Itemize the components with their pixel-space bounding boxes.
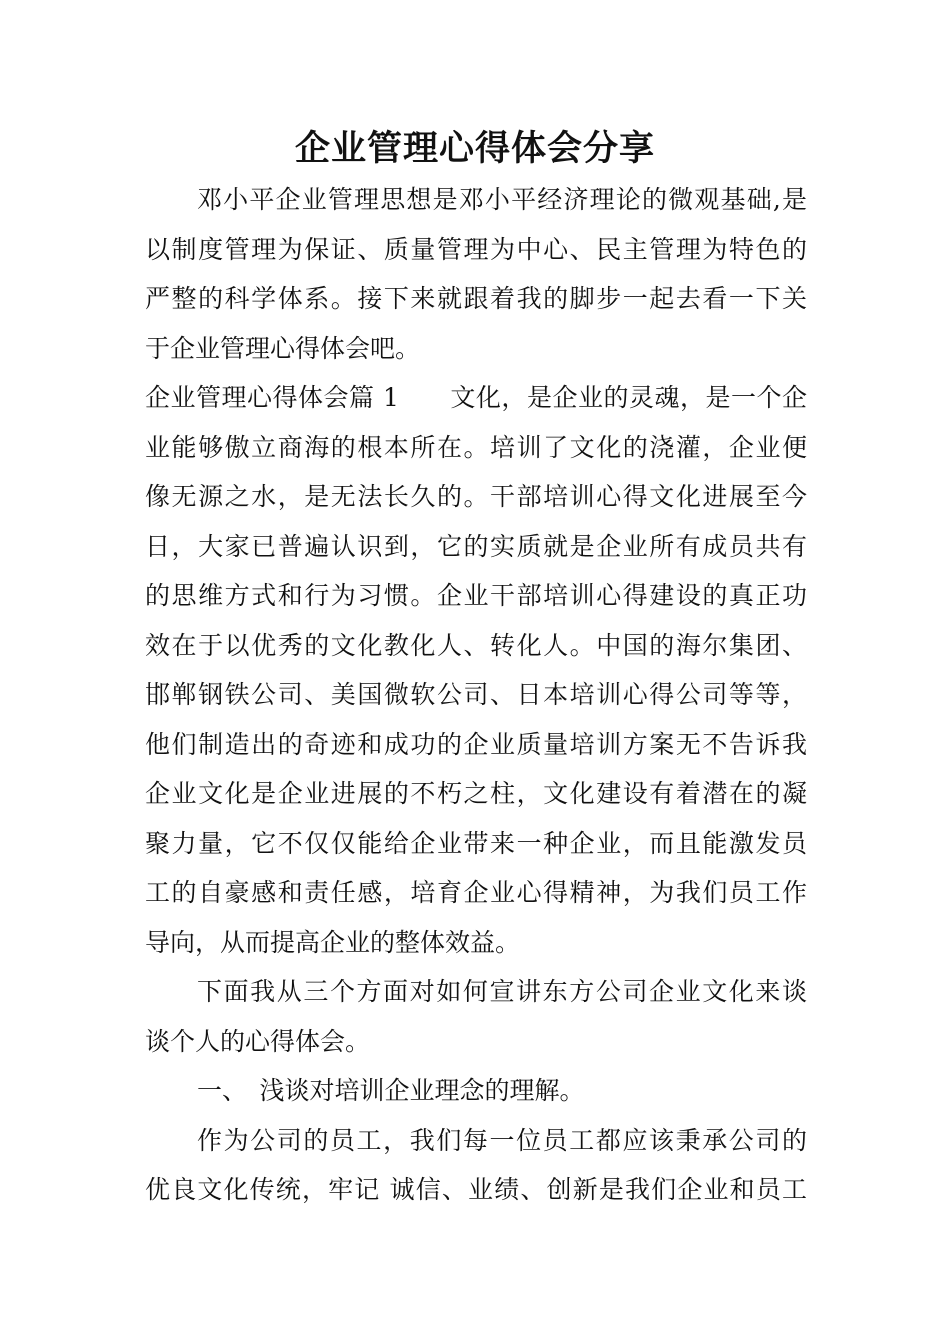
text-line: 邯郸钢铁公司、美国微软公司、日本培训心得公司等等， [145,680,807,709]
section-heading-line: 企业管理心得体会篇 1 文化，是企业的灵魂，是一个企 [145,383,807,412]
document-title: 企业管理心得体会分享 [294,129,655,169]
text-line: 业能够傲立商海的根本所在。培训了文化的浇灌，企业便 [145,432,807,462]
text-line: 优良文化传统，牢记 诚信、业绩、创新是我们企业和员工 [145,1175,807,1204]
text-line: 以制度管理为保证、质量管理为中心、民主管理为特色的 [145,234,807,264]
text-line: 的思维方式和行为习惯。企业干部培训心得建设的真正功 [145,581,807,610]
text-line: 像无源之水，是无法长久的。干部培训心得文化进展至今 [145,482,807,511]
text-line: 谈个人的心得体会。 [145,1026,371,1056]
text-line: 工的自豪感和责任感，培育企业心得精神，为我们员工作 [145,878,807,907]
text-line: 效在于以优秀的文化教化人、转化人。中国的海尔集团、 [145,630,807,660]
text-line: 企业文化是企业进展的不朽之柱，文化建设有着潜在的凝 [145,779,807,808]
list-heading-line: 一、 浅谈对培训企业理念的理解。 [197,1076,585,1105]
text-line: 于企业管理心得体会吧。 [145,333,421,363]
text-line: 聚力量，它不仅仅能给企业带来一种企业，而且能激发员 [145,828,807,858]
text-line: 邓小平企业管理思想是邓小平经济理论的微观基础,是 [197,185,807,214]
text-line: 他们制造出的奇迹和成功的企业质量培训方案无不告诉我 [145,729,807,759]
text-line: 日，大家已普遍认识到，它的实质就是企业所有成员共有 [145,531,807,561]
text-line: 导向，从而提高企业的整体效益。 [145,927,521,957]
document-body [145,175,807,1215]
text-line: 作为公司的员工，我们每一位员工都应该秉承公司的 [197,1125,807,1155]
text-line: 下面我从三个方面对如何宣讲东方公司企业文化来谈 [197,977,807,1006]
text-line: 严整的科学体系。接下来就跟着我的脚步一起去看一下关 [145,284,807,313]
